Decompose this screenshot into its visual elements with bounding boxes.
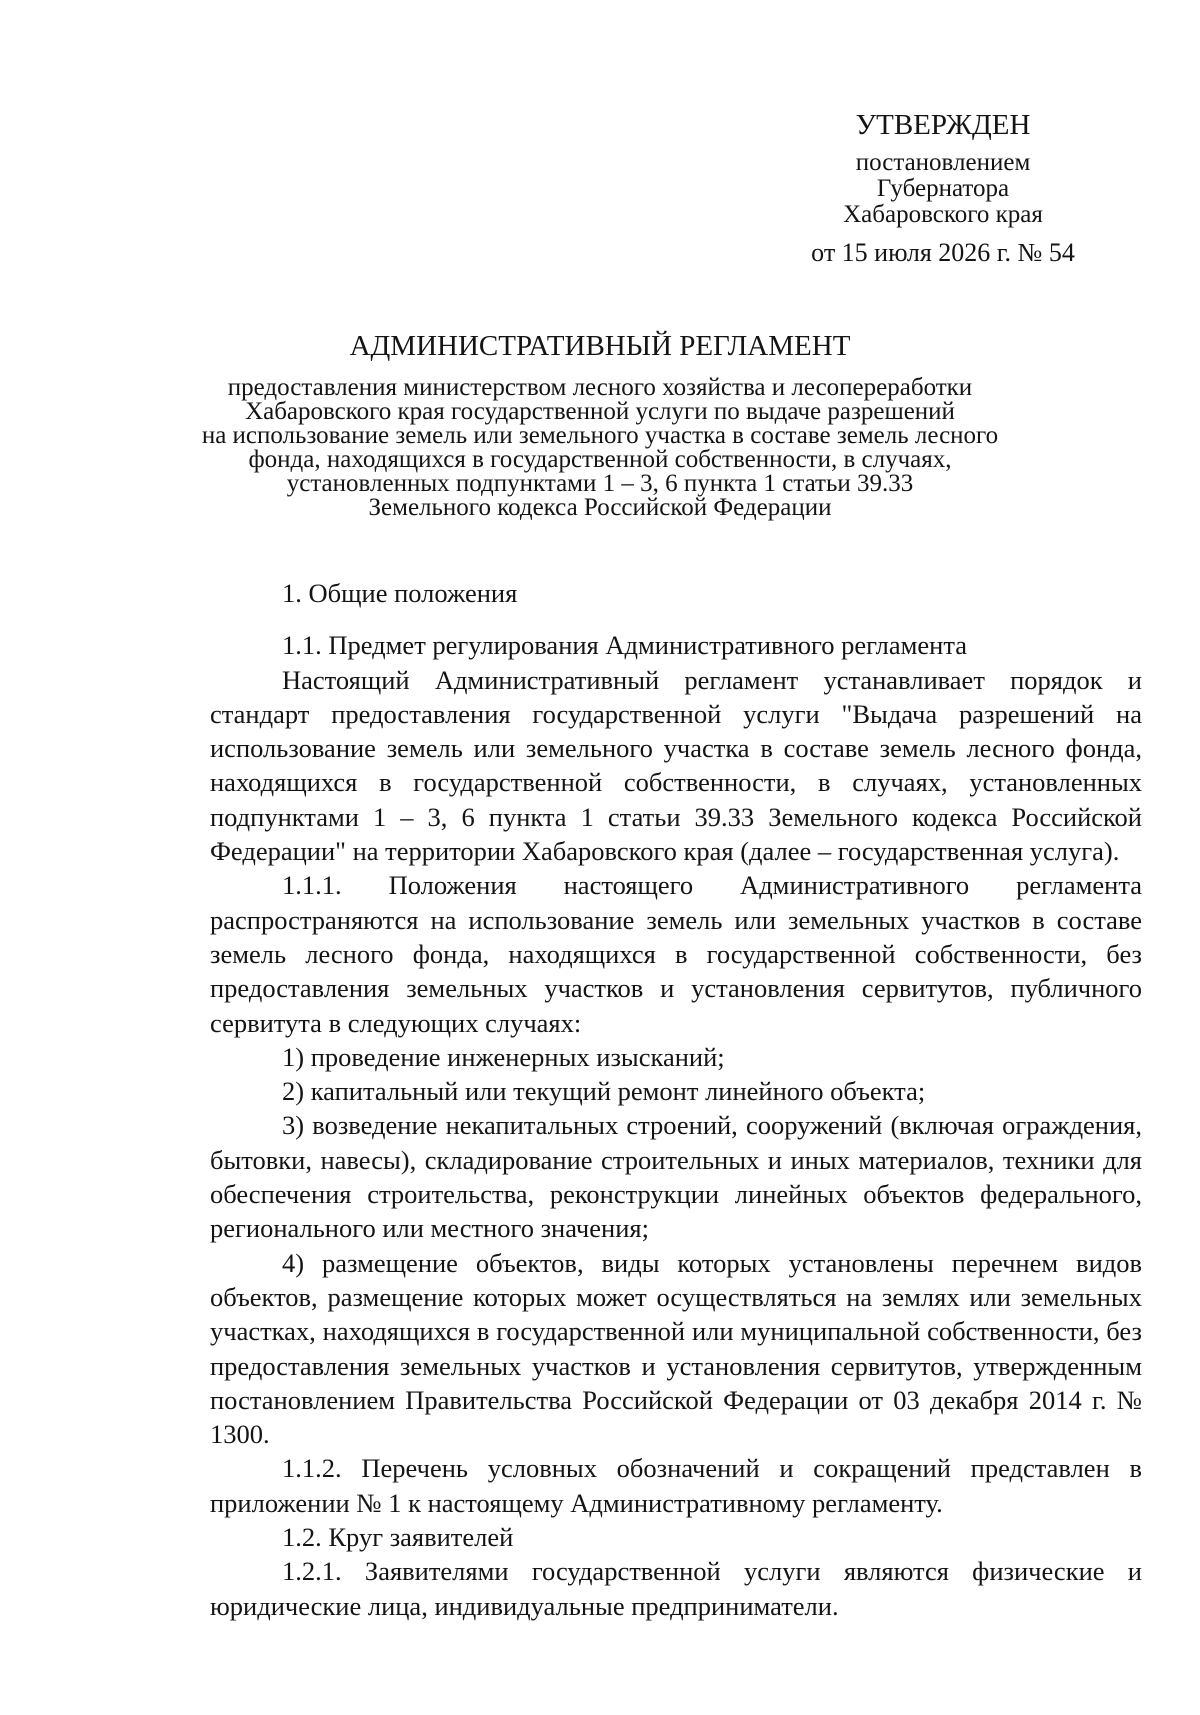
subtitle-line: Земельного кодекса Российской Федерации (368, 494, 832, 521)
list-item: 3) возведение некапитальных строений, сооружений (включая ограждения, бытовки, навесы), складирование строительных и иных материалов, техники для обеспечения строительства, реконструкции линейных объектов федерального, регионального или местного значения; (210, 1110, 1142, 1244)
section-heading: 1. Общие положения (282, 578, 518, 608)
subtitle-line: предоставления министерством лесного хозяйства и лесопереработки (227, 374, 973, 401)
subtitle-line: Хабаровского края государственной услуги по выдаче разрешений (245, 398, 955, 425)
list-item: 2) капитальный или текущий ремонт линейного объекта; (282, 1076, 926, 1107)
paragraph: 1.2.1. Заявителями государственной услуги являются физические и юридические лица, индивидуальные предприниматели. (210, 1556, 1142, 1621)
list-item: 4) размещение объектов, виды которых установлены перечнем видов объектов, размещение которых может осуществляться на землях или земельных участках, находящихся в государственной или муниципальной собственности, без предоставления земельных участков и установления сервитутов, утвержденным постановлением Правительства Российской Федерации от 03 декабря 2014 г. № 1300. (210, 1247, 1142, 1450)
document-title: АДМИНИСТРАТИВНЫЙ РЕГЛАМЕНТ (349, 330, 851, 362)
document-body (210, 576, 1142, 1623)
paragraph: 1.1.2. Перечень условных обозначений и сокращений представлен в приложении № 1 к настоящему Административному регламенту. (210, 1453, 1142, 1518)
approval-date: от 15 июля 2026 г. № 54 (811, 238, 1075, 267)
subtitle-line: фонда, находящихся в государственной собственности, в случаях, (248, 446, 952, 473)
paragraph: Настоящий Административный регламент устанавливает порядок и стандарт предоставления государственной услуги "Выдача разрешений на использование земель или земельного участка в составе земель лесного фонда, находящихся в государственной собственности, в случаях, установленных подпунктами 1 – 3, 6 пункта 1 статьи 39.33 Земельного кодекса Российской Федерации" на территории Хабаровского края (далее – государственная услуга). (210, 664, 1142, 867)
approval-line: Губернатора (876, 175, 1010, 202)
subsection-heading: 1.2. Круг заявителей (282, 1522, 514, 1553)
subtitle-line: на использование земель или земельного участка в составе земель лесного (201, 422, 999, 449)
subsection-heading: 1.1. Предмет регулирования Административного регламента (282, 630, 967, 661)
paragraph: 1.1.1. Положения настоящего Административного регламента распространяются на использование земель или земельных участков в составе земель лесного фонда, находящихся в государственной собственности, без предоставления земельных участков и установления сервитутов, публичного сервитута в следующих случаях: (210, 870, 1142, 1038)
document-subtitle (200, 376, 1000, 520)
approval-line: Хабаровского края (843, 201, 1043, 228)
approval-title: УТВЕРЖДЕН (855, 109, 1031, 141)
subtitle-line: установленных подпунктами 1 – 3, 6 пункта 1 статьи 39.33 (286, 470, 914, 497)
approval-block (778, 109, 1108, 267)
approval-line: постановлением (855, 149, 1031, 176)
list-item: 1) проведение инженерных изысканий; (282, 1041, 725, 1072)
